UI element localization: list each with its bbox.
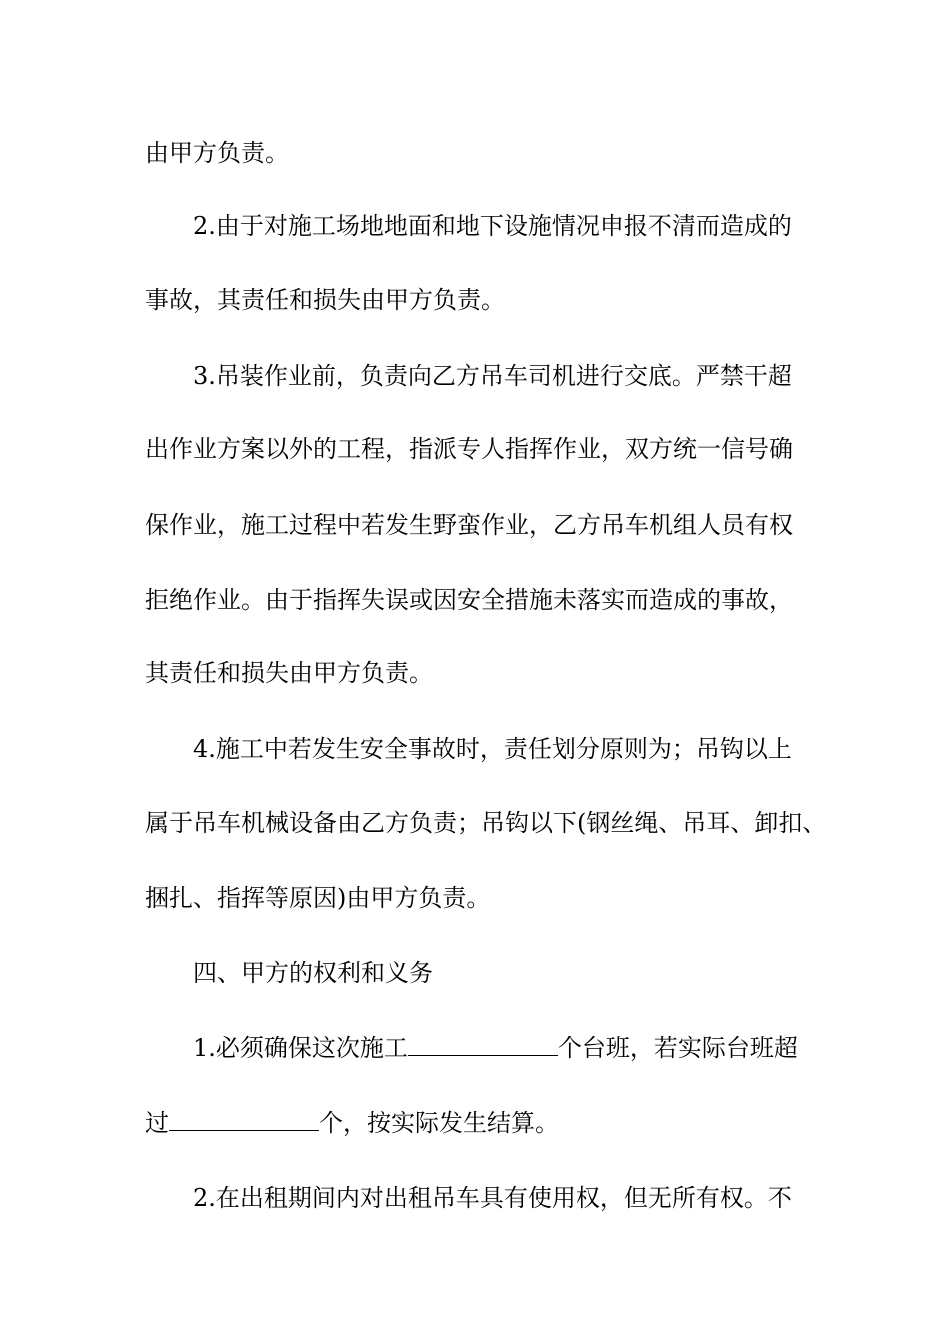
- paragraph-line: 出作业方案以外的工程，指派专人指挥作业，双方统一信号确: [145, 435, 793, 463]
- paragraph-line: 保作业，施工过程中若发生野蛮作业，乙方吊车机组人员有权: [145, 511, 793, 539]
- clause-text: 过: [145, 1109, 169, 1137]
- clause-text: 1.必须确保这次施工: [193, 1034, 408, 1062]
- paragraph-line: 捆扎、指挥等原因)由甲方负责。: [145, 884, 491, 912]
- paragraph-line: 事故，其责任和损失由甲方负责。: [145, 286, 505, 314]
- clause-text: 个台班，若实际台班超: [557, 1034, 798, 1062]
- paragraph-line: 其责任和损失由甲方负责。: [145, 659, 433, 687]
- clause-1-line-2: [145, 1108, 559, 1138]
- paragraph-line: 2.由于对施工场地地面和地下设施情况申报不清而造成的: [193, 212, 792, 240]
- section-heading: 四、甲方的权利和义务: [193, 959, 433, 987]
- paragraph-line: 拒绝作业。由于指挥失误或因安全措施未落实而造成的事故，: [145, 586, 793, 614]
- paragraph-line: 4.施工中若发生安全事故时，责任划分原则为；吊钩以上: [193, 735, 792, 763]
- paragraph-line: 3.吊装作业前，负责向乙方吊车司机进行交底。严禁干超: [193, 362, 792, 390]
- fill-in-blank[interactable]: [408, 1033, 558, 1056]
- clause-1-line-1: [193, 1033, 798, 1063]
- paragraph-line: 属于吊车机械设备由乙方负责；吊钩以下(钢丝绳、吊耳、卸扣、: [145, 809, 827, 837]
- fill-in-blank[interactable]: [169, 1108, 319, 1131]
- paragraph-line: 由甲方负责。: [145, 139, 289, 167]
- clause-2-line-1: 2.在出租期间内对出租吊车具有使用权，但无所有权。不: [193, 1184, 792, 1212]
- clause-text: 个，按实际发生结算。: [319, 1109, 559, 1137]
